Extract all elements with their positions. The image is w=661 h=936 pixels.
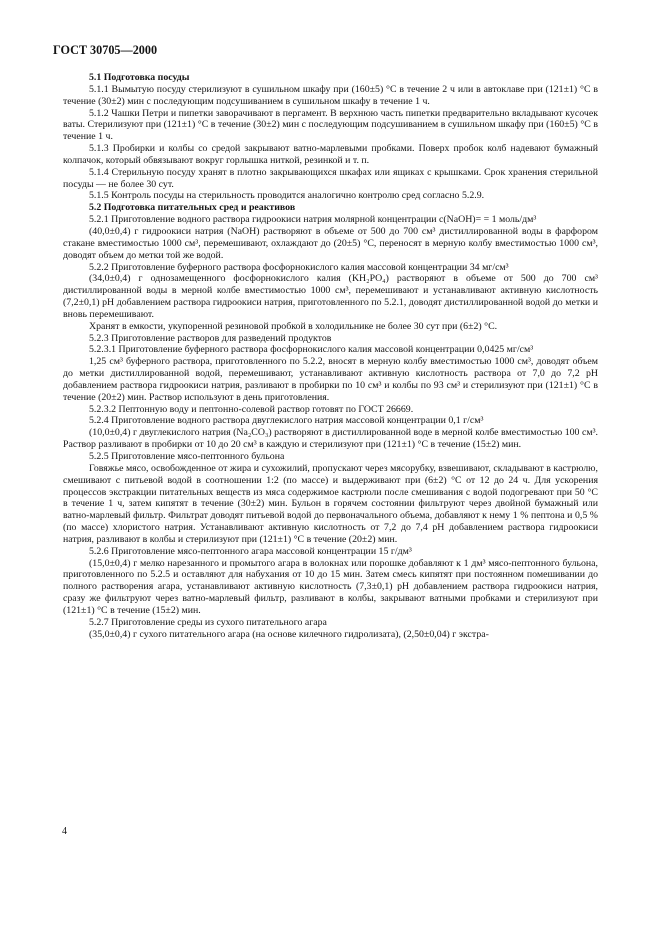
paragraph: 5.2.4 Приготовление водного раствора двуглекислого натрия массовой концентрации 0,1 г/см³ bbox=[89, 415, 484, 427]
paragraph: Хранят в емкости, укупоренной резиновой пробкой в холодильнике не более 30 сут при (6±2) °С. bbox=[89, 320, 498, 332]
paragraph: (40,0±0,4) г гидроокиси натрия (NaOH) растворяют в объеме от 500 до 700 см³ дистиллированной воды в фарфором стакане вместимостью 1000 см³, перемешивают, охлаждают до (20±5) °С, переносят в мерную колбу вместимостью 1000 см³, доводят объем до метки той же водой. bbox=[63, 225, 598, 261]
paragraph: 5.1.5 Контроль посуды на стерильность проводится аналогично контролю сред согласно 5.2.9. bbox=[89, 190, 485, 202]
paragraph: 5.1.3 Пробирки и колбы со средой закрывают ватно-марлевыми пробками. Поверх пробок колб надевают бумажный колпачок, который обвязывают вокруг горлышка ниткой, резинкой и т. п. bbox=[63, 143, 598, 166]
paragraph: (10,0±0,4) г двуглекислого натрия (Na₂CO₃) растворяют в дистиллированной воде в мерной колбе вместимостью 100 см³. Раствор разливают в пробирки от 10 до 20 см³ в каждую и стерилизуют при (121±1) °С в течение (15±2) мин. bbox=[63, 427, 598, 451]
paragraph: (15,0±0,4) г мелко нарезанного и промытого агара в волокнах или порошке добавляют к 1 дм³ мясо-пептонного бульона, приготовленного по 5.2.5 и оставляют для набухания от 10 до 15 мин. Затем смесь кипятят при постоянном помешивании до полного растворения агара, устанавливают активную кислотность (7,3±0,1) pH добавлением раствора гидроокиси натрия, сразу же фильтруют через ватно-марлевый фильтр, разливают в колбы, закрывают ватными пробками и стерилизуют при (121±1) °С в течение (15±2) мин. bbox=[63, 557, 598, 616]
paragraph: Говяжье мясо, освобожденное от жира и сухожилий, пропускают через мясорубку, взвешивают, складывают в кастрюлю, смешивают с питьевой водой в соотношении 1:2 (по массе) и выдерживают при (6±2) °С от 12 до 24 ч. Для ускорения процессов экстракции питательных веществ из мяса содержимое кастрюли после смешивания с водой подогревают при 50 °С в течение 1 ч, затем кипятят в течение (30±2) мин. Бульон в горячем состоянии фильтруют через двойной бумажный или ватно-марлевый фильтр. Фильтрат доводят питьевой водой до первоначального объема, добавляют к нему 1 % пептона и 0,5 % (по массе) хлористого натрия. Устанавливают активную кислотность от 7,2 до 7,4 pH добавлением раствора гидроокиси натрия, разливают в колбы и стерилизуют при (121±1) °С в течение (20±2) мин. bbox=[63, 462, 598, 545]
paragraph: 5.2.3.2 Пептонную воду и пептонно-солевой раствор готовят по ГОСТ 26669. bbox=[89, 403, 414, 415]
section-heading: 5.2 Подготовка питательных сред и реактивов bbox=[89, 202, 296, 214]
paragraph: (34,0±0,4) г однозамещенного фосфорнокислого калия (KH₂PO₄) растворяют в объеме от 500 до 700 см³ дистиллированной воды в мерной колбе вместимостью 1000 см³, перемешивают и устанавливают активную кислотность (7,2±0,1) pH добавлением раствора гидроокиси натрия, приготовленного по 5.2.1, доводят дистиллированной водой до метки и вновь перемешивают. bbox=[63, 273, 598, 320]
paragraph: 1,25 см³ буферного раствора, приготовленного по 5.2.2, вносят в мерную колбу вместимостью 1000 см³, доводят объем до метки дистиллированной водой, перемешивают, устанавливают активную кислотность раствора от 7,0 до 7,2 pH добавлением раствора гидроокиси натрия, разливают в пробирки по 10 см³ и колбы по 93 см³ и стерилизуют при (121±1) °С в течение (20±2) мин. Раствор используют в день приготовления. bbox=[63, 356, 598, 403]
paragraph: 5.2.6 Приготовление мясо-пептонного агара массовой концентрации 15 г/дм³ bbox=[89, 545, 412, 557]
page-number: 4 bbox=[62, 826, 67, 837]
paragraph: 5.1.1 Вымытую посуду стерилизуют в сушильном шкафу при (160±5) °С в течение 2 ч или в автоклаве при (121±1) °С в течение (30±2) мин с последующим подсушиванием в сушильном шкафу в течение 1 ч. bbox=[63, 83, 598, 107]
paragraph: (35,0±0,4) г сухого питательного агара (на основе килечного гидролизата), (2,50±0,04) г экстра- bbox=[89, 628, 489, 640]
paragraph: 5.2.3.1 Приготовление буферного раствора фосфорнокислого калия массовой концентрации 0,0425 мг/см³ bbox=[89, 344, 534, 356]
paragraph: 5.2.1 Приготовление водного раствора гидроокиси натрия молярной концентрации с(NaOH)= = 1 моль/дм³ bbox=[89, 214, 537, 226]
paragraph: 5.2.5 Приготовление мясо-пептонного бульона bbox=[89, 451, 285, 462]
paragraph: 5.1.2 Чашки Петри и пипетки заворачивают в пергамент. В верхнюю часть пипетки предварительно вкладывают кусочек ваты. Стерилизуют при (121±1) °С в течение (30±2) мин с последующим подсушиванием в сушильном шкафу при (160±5) °С в течение 1 ч. bbox=[63, 107, 598, 143]
paragraph: 5.1.4 Стерильную посуду хранят в плотно закрывающихся шкафах или ящиках с крышками. Срок хранения стерильной посуды — не более 30 сут. bbox=[63, 166, 598, 190]
paragraph: 5.2.7 Приготовление среды из сухого питательного агара bbox=[89, 616, 327, 628]
document-body bbox=[63, 72, 598, 641]
page-header: ГОСТ 30705—2000 bbox=[53, 43, 158, 57]
section-heading: 5.1 Подготовка посуды bbox=[89, 72, 190, 83]
paragraph: 5.2.3 Приготовление растворов для разведений продуктов bbox=[89, 332, 332, 344]
paragraph: 5.2.2 Приготовление буферного раствора фосфорнокислого калия массовой концентрации 34 мг/см³ bbox=[89, 261, 509, 273]
